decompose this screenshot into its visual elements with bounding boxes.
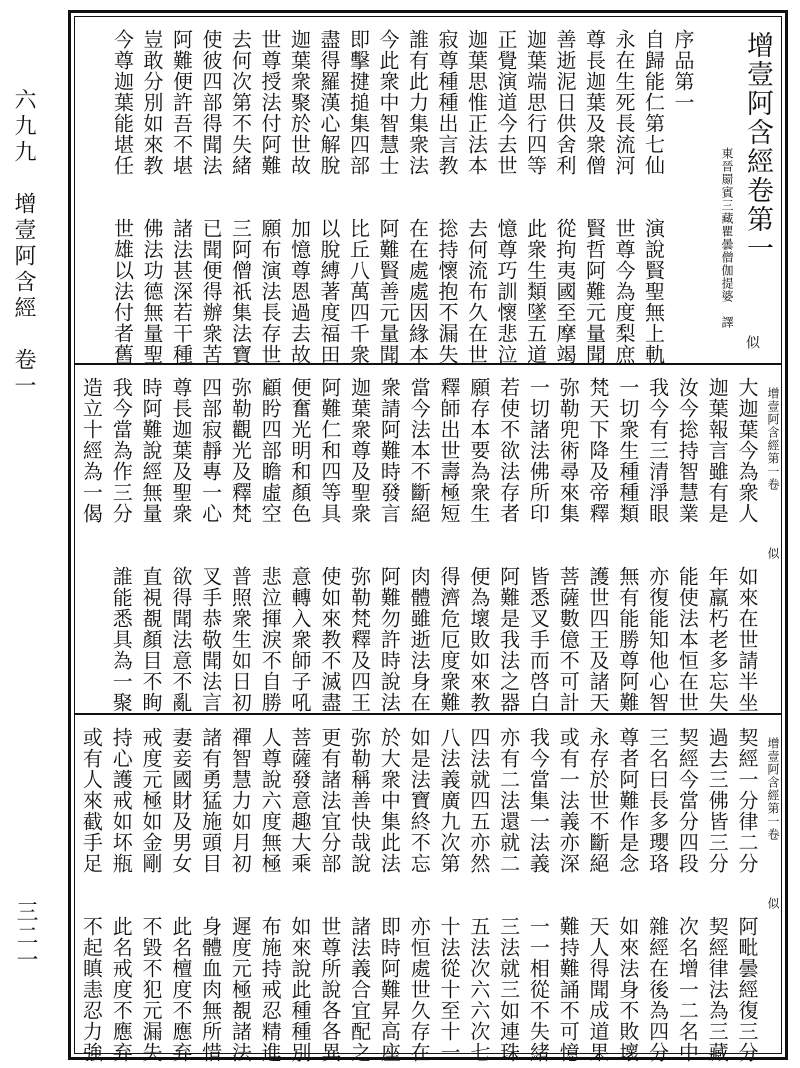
text-column: 我今當集一法義 一一相從不失緒 bbox=[526, 727, 551, 1063]
text-column: 正覺演道今去世 憶尊巧訓懷悲泣 bbox=[494, 29, 518, 365]
text-column: 釋師出世壽極短 得濟危厄度衆難 bbox=[437, 377, 461, 713]
text-column: 善逝泥日供舍利 從拘夷國至摩竭 bbox=[553, 29, 577, 365]
text-column: 永在生死長流河 世尊今為度梨庶 bbox=[612, 29, 636, 365]
text-column: 人尊說六度無極 布施持戒忍精進 bbox=[258, 727, 283, 1063]
text-column: 自歸能仁第七仙 演說賢聖無上軌 bbox=[641, 29, 666, 365]
text-column: 汝今捴持智慧業 能使法本恒在世 bbox=[675, 377, 700, 713]
text-column: 如是法寶終不忘 亦恒處世久存在 bbox=[407, 727, 432, 1063]
text-column: 便奮光明和顏色 意轉入衆師子吼 bbox=[288, 377, 312, 713]
text-column: 諸有勇猛施頭目 身體血肉無所惜 bbox=[198, 727, 223, 1063]
text-column: 一切諸法佛所印 皆悉叉手而啓白 bbox=[526, 377, 551, 713]
text-column: 今尊迦葉能堪任 世雄以法付者舊 bbox=[110, 29, 135, 365]
text-column: 菩薩發意趣大乘 如來說此種種別 bbox=[288, 727, 312, 1063]
text-column: 使彼四部得聞法 已聞便得辦衆苦 bbox=[199, 29, 223, 365]
text-column: 衆請阿難時發言 阿難勿許時說法 bbox=[377, 377, 402, 713]
text-column: 禪智慧力如月初 遲度元極覩諸法 bbox=[228, 727, 253, 1063]
text-column: 更有諸法宜分部 世尊所說各各異 bbox=[317, 727, 342, 1063]
text-column: 或有人來截手足 不起瞋恚忍力強 bbox=[79, 727, 104, 1063]
panel-2-header-mark: 似 bbox=[766, 547, 780, 560]
text-column: 今此衆中智慧士 阿難賢善元量聞 bbox=[376, 29, 400, 365]
panel-3-header-note: 增壹阿含經第一卷 bbox=[766, 737, 780, 841]
text-column: 戒度元極如金剛 不毀不犯元漏失 bbox=[139, 727, 163, 1063]
text-column: 若使不欲法存者 阿難是我法之器 bbox=[496, 377, 521, 713]
text-column: 即擊揵搥集四部 比丘八萬四千衆 bbox=[346, 29, 371, 365]
text-column: 過去三佛皆三分 契經律法為三藏 bbox=[705, 727, 730, 1063]
text-column: 我今當為作三分 誰能悉具為一聚 bbox=[109, 377, 134, 713]
text-column: 永存於世不斷絕 天人得聞成道果 bbox=[586, 727, 610, 1063]
text-column: 契經今當分四段 次名增一二名中 bbox=[675, 727, 700, 1063]
text-column: 顧盻四部瞻虛空 悲泣揮淚不自勝 bbox=[258, 377, 283, 713]
text-column: 迦葉衆聚於世故 加憶尊恩過去故 bbox=[287, 29, 312, 365]
text-column: 四部寂靜專一心 叉手恭敬聞法言 bbox=[198, 377, 223, 713]
text-column: 八法義廣九次第 十法從十至十一 bbox=[437, 727, 461, 1063]
text-column: 弥勒稱善快哉說 諸法義合宜配之 bbox=[347, 727, 372, 1063]
text-column: 迦葉衆尊及聖衆 弥勒梵釋及四王 bbox=[347, 377, 372, 713]
text-column: 阿難仁和四等具 使如來教不滅盡 bbox=[317, 377, 342, 713]
text-column: 妻妾國財及男女 此名檀度不應弃 bbox=[168, 727, 193, 1063]
panel-3 bbox=[71, 717, 785, 1063]
text-column: 世尊授法付阿難 願布演法長存世 bbox=[258, 29, 282, 365]
panel-2-header-note: 增壹阿含經第一卷 bbox=[766, 387, 780, 491]
text-column: 一切衆生種種類 無有能勝尊阿難 bbox=[615, 377, 640, 713]
text-column: 迦葉報言雖有是 年羸朽老多忘失 bbox=[705, 377, 730, 713]
text-column: 造立十經為一偈 bbox=[79, 377, 104, 524]
text-column: 弥勒兜術尋來集 菩薩數億不可計 bbox=[556, 377, 581, 713]
text-column: 去何次第不失緒 三阿僧祇集法寶 bbox=[228, 29, 253, 365]
text-column: 阿難便許吾不堪 諸法甚深若干種 bbox=[169, 29, 194, 365]
text-column: 願存本要為衆生 便為壞敗如來教 bbox=[466, 377, 491, 713]
page-frame bbox=[68, 10, 788, 1063]
panel-divider-2 bbox=[75, 713, 781, 715]
text-column: 盡得羅漢心解脫 以脫縛著度福田 bbox=[317, 29, 341, 365]
text-column: 豈敢分別如來教 佛法功德無量聖 bbox=[140, 29, 164, 365]
panel-2 bbox=[71, 367, 785, 713]
text-column: 或有一法義亦深 難持難誦不可憶 bbox=[556, 727, 581, 1063]
text-column: 尊長迦葉及聖衆 欲得聞法意不亂 bbox=[168, 377, 193, 713]
text-column: 尊者阿難作是念 如來法身不敗壞 bbox=[615, 727, 640, 1063]
margin-volume-info: 六九九 增壹阿含經 卷一 bbox=[11, 88, 36, 400]
panel-3-header-mark: 似 bbox=[766, 897, 780, 910]
panel-1 bbox=[71, 17, 785, 363]
text-column: 契經一分律二分 阿毗曇經復三分 bbox=[735, 727, 759, 1063]
text-column: 於大衆中集此法 即時阿難昇高座 bbox=[377, 727, 402, 1063]
text-column: 亦有二法還就二 三法就三如連珠 bbox=[496, 727, 521, 1063]
margin-page-number: 三二一 bbox=[13, 900, 38, 972]
text-column: 尊長迦葉及衆僧 賢哲阿難元量聞 bbox=[582, 29, 607, 365]
text-column: 弥勒觀光及釋梵 普照衆生如日初 bbox=[228, 377, 253, 713]
text-column: 時阿難說經無量 直視覩顏目不眴 bbox=[139, 377, 163, 713]
translator-mark: 似 bbox=[744, 335, 760, 350]
scripture-title: 增壹阿含經卷第一 bbox=[742, 31, 773, 263]
text-column: 序品第一 bbox=[671, 29, 695, 113]
text-column: 大迦葉今為衆人 如來在世請半坐 bbox=[735, 377, 759, 713]
translator-line: 東晉罽賓三藏瞿曇僧伽提婆 譯 bbox=[720, 147, 734, 329]
text-column: 梵天下降及帝釋 護世四王及諸天 bbox=[586, 377, 610, 713]
text-column: 四法就四五亦然 五法次六六次七 bbox=[466, 727, 491, 1063]
text-column: 迦葉端思行四等 此衆生類墜五道 bbox=[523, 29, 548, 365]
text-column: 三名曰長多瓔珞 雜經在後為四分 bbox=[645, 727, 670, 1063]
text-column: 持心護戒如坏瓶 此名戒度不應弃 bbox=[109, 727, 134, 1063]
text-column: 迦葉思惟正法本 去何流布久在世 bbox=[464, 29, 489, 365]
text-column: 當今法本不斷絕 肉體雖逝法身在 bbox=[407, 377, 432, 713]
text-column: 我今有三清淨眼 亦復能知他心智 bbox=[645, 377, 670, 713]
text-column: 誰有此力集衆法 在在處處因緣本 bbox=[405, 29, 430, 365]
text-column: 寂尊種種出言教 捴持懷抱不漏失 bbox=[435, 29, 459, 365]
